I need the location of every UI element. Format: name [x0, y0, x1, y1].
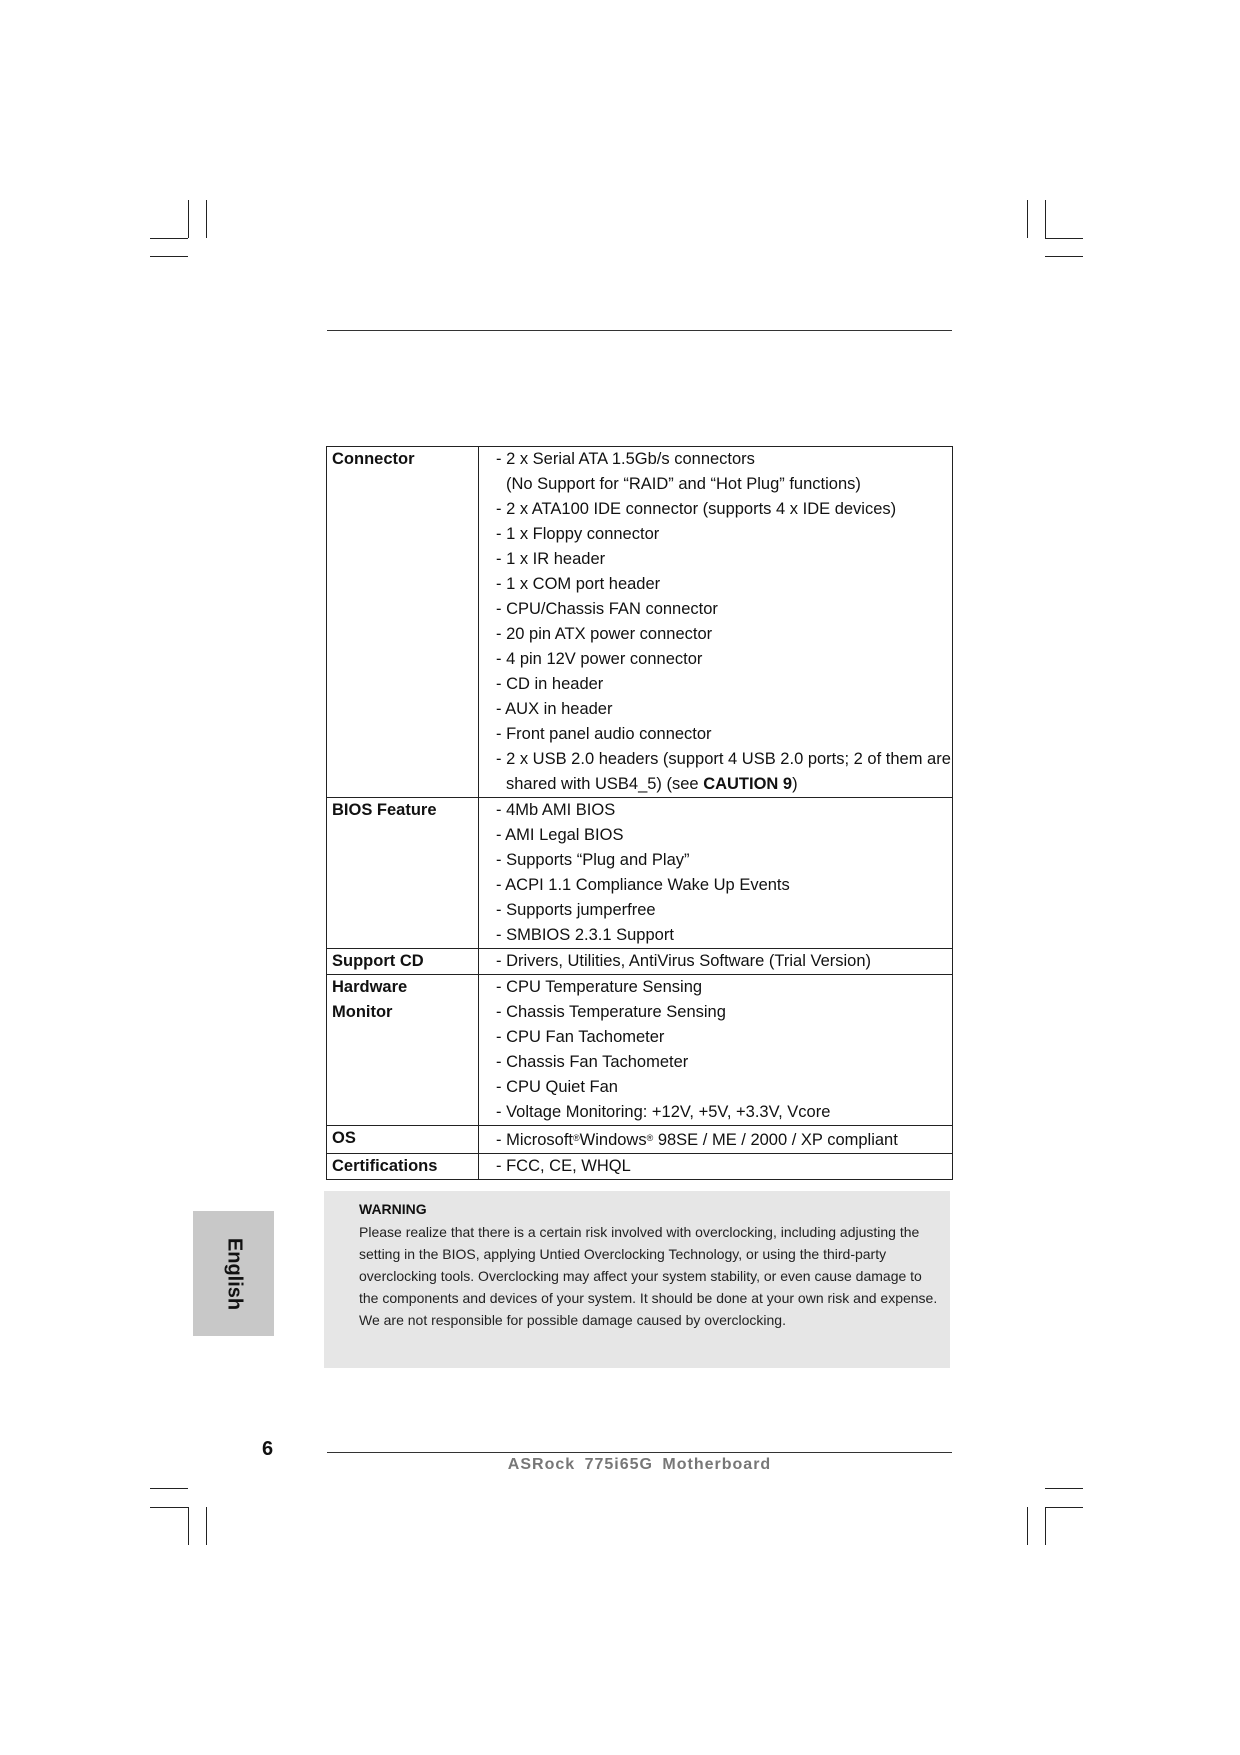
language-tab-label: English — [223, 1237, 245, 1310]
spec-label: Support CD — [327, 949, 479, 975]
crop-mark — [188, 200, 189, 238]
crop-mark — [150, 238, 188, 239]
warning-text: Please realize that there is a certain risk involved with overclocking, including adjusting the setting in the BIOS, applying Untied Overclocking Technology, or using the third-party overclocking tools. Overclocking may affect your system stability, or even cause damage to the components and devices of your system. It should be done at your own risk and expense. We are not responsible for possible damage caused by overclocking. — [359, 1224, 938, 1328]
spec-item: - Supports jumperfree — [496, 901, 656, 919]
spec-label: BIOS Feature — [327, 798, 479, 949]
crop-mark — [150, 1488, 188, 1489]
spec-item: - FCC, CE, WHQL — [496, 1157, 631, 1175]
spec-item: - 1 x COM port header — [496, 575, 661, 593]
crop-mark — [1045, 1488, 1083, 1489]
spec-item: (No Support for “RAID” and “Hot Plug” functions) — [506, 475, 861, 493]
os-suffix: 98SE / ME / 2000 / XP compliant — [657, 1131, 898, 1149]
crop-mark — [1027, 200, 1028, 238]
language-tab — [193, 1211, 274, 1336]
spec-items — [479, 975, 953, 1126]
footer-rule — [327, 1452, 952, 1453]
spec-item-continuation — [496, 472, 952, 497]
spec-label: OS — [327, 1126, 479, 1154]
specification-table — [326, 446, 953, 1180]
spec-label: Connector — [327, 447, 479, 798]
spec-item: - Voltage Monitoring: +12V, +5V, +3.3V, Vcore — [496, 1103, 831, 1121]
crop-mark — [150, 256, 188, 257]
crop-mark — [206, 1507, 207, 1545]
spec-label — [327, 975, 479, 1126]
registered-mark: ® — [646, 1133, 654, 1143]
spec-row-os — [327, 1126, 953, 1154]
spec-row-connector — [327, 447, 953, 798]
crop-mark — [1027, 1507, 1028, 1545]
spec-item: - 2 x ATA100 IDE connector (supports 4 x IDE devices) — [496, 500, 897, 518]
spec-row-certifications — [327, 1154, 953, 1180]
spec-row-bios-feature — [327, 798, 953, 949]
crop-mark — [1045, 256, 1083, 257]
spec-item: - CPU/Chassis FAN connector — [496, 600, 718, 618]
caution-reference: CAUTION 9 — [703, 775, 793, 793]
spec-items — [479, 949, 953, 975]
os-windows: Windows — [579, 1131, 647, 1149]
spec-item: - Drivers, Utilities, AntiVirus Software (Trial Version) — [496, 952, 872, 970]
spec-item-continuation — [496, 772, 952, 797]
crop-mark — [188, 1507, 189, 1545]
spec-label-line: Hardware — [332, 978, 408, 996]
spec-row-hardware-monitor — [327, 975, 953, 1126]
usb-note-prefix: shared with USB4_5) (see — [506, 775, 704, 793]
spec-items — [479, 1126, 953, 1154]
spec-item: - CD in header — [496, 675, 604, 693]
spec-item: - 1 x Floppy connector — [496, 525, 660, 543]
spec-item: - 20 pin ATX power connector — [496, 625, 713, 643]
crop-mark — [1045, 200, 1046, 238]
spec-item: - AMI Legal BIOS — [496, 826, 624, 844]
registered-mark: ® — [573, 1133, 580, 1143]
spec-item: - CPU Temperature Sensing — [496, 978, 703, 996]
spec-row-support-cd — [327, 949, 953, 975]
spec-item: - Chassis Temperature Sensing — [496, 1003, 726, 1021]
spec-items — [479, 447, 953, 798]
crop-mark — [150, 1507, 188, 1508]
spec-items — [479, 798, 953, 949]
spec-item: - Chassis Fan Tachometer — [496, 1053, 689, 1071]
spec-item: - CPU Fan Tachometer — [496, 1028, 665, 1046]
crop-mark — [206, 200, 207, 238]
os-prefix: - Microsoft — [496, 1131, 574, 1149]
spec-item: - ACPI 1.1 Compliance Wake Up Events — [496, 876, 790, 894]
header-rule — [327, 330, 952, 331]
spec-item: - 1 x IR header — [496, 550, 606, 568]
spec-item: - 4Mb AMI BIOS — [496, 801, 616, 819]
warning-box — [324, 1191, 950, 1368]
page-number: 6 — [262, 1438, 274, 1460]
crop-mark — [1045, 1507, 1083, 1508]
warning-title: WARNING — [359, 1201, 427, 1217]
spec-item: - 4 pin 12V power connector — [496, 650, 703, 668]
spec-item: - SMBIOS 2.3.1 Support — [496, 926, 674, 944]
spec-items — [479, 1154, 953, 1180]
spec-item: - 2 x Serial ATA 1.5Gb/s connectors — [496, 450, 755, 468]
footer-product-name: ASRock 775i65G Motherboard — [507, 1456, 772, 1473]
spec-label: Certifications — [327, 1154, 479, 1180]
crop-mark — [1045, 238, 1083, 239]
spec-label-line: Monitor — [332, 1003, 393, 1021]
spec-item: - CPU Quiet Fan — [496, 1078, 618, 1096]
crop-mark — [1045, 1507, 1046, 1545]
spec-item — [496, 1126, 952, 1153]
spec-item: - Supports “Plug and Play” — [496, 851, 690, 869]
spec-item: - AUX in header — [496, 700, 613, 718]
usb-note-suffix: ) — [792, 775, 798, 793]
spec-item: - Front panel audio connector — [496, 725, 712, 743]
spec-item: - 2 x USB 2.0 headers (support 4 USB 2.0 ports; 2 of them are — [496, 750, 951, 768]
